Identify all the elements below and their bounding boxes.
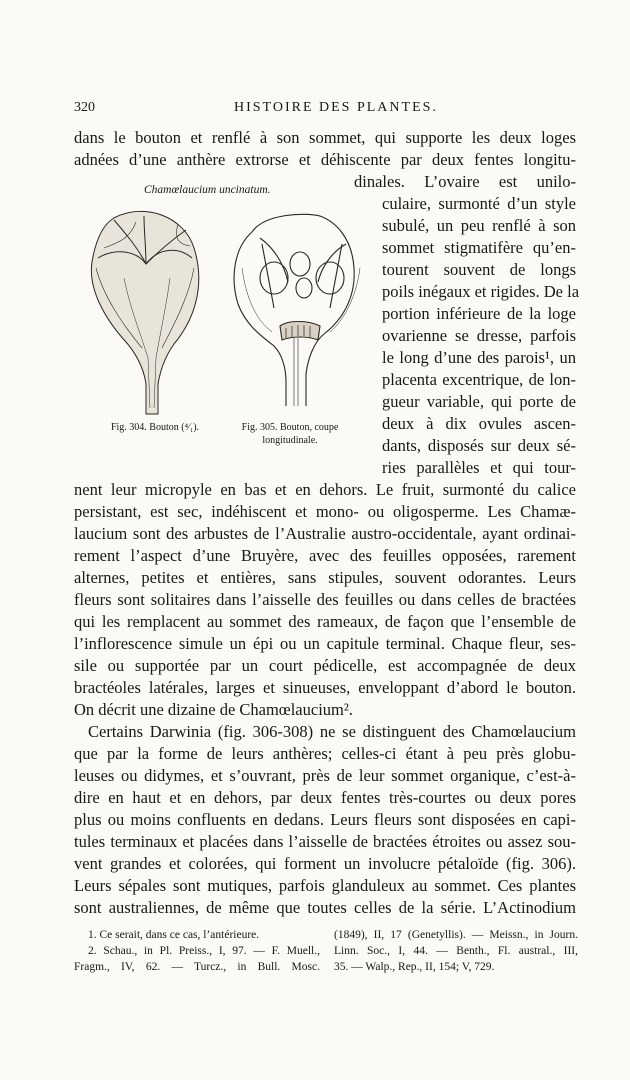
text-line: portion inférieure de la loge (382, 304, 576, 323)
text-line: sont australiennes, de même que toutes celles de la série. L’Actinodium (74, 898, 576, 917)
text-line: qui les remplacent au sommet des rameaux, de façon que l’ensemble de (74, 612, 576, 631)
figure-caption-305 (232, 421, 348, 447)
text-line: Leurs sépales sont mutiques, parfois glanduleux au sommet. Ces plantes (74, 876, 576, 895)
text-line: ovarienne se dresse, parfois (382, 326, 576, 345)
section-drawing (234, 214, 360, 406)
text-line: alternes, petites et entières, sans stipules, souvent odorantes. Leurs (74, 568, 576, 587)
text-line: dire en haut et en dehors, par deux fentes très-courtes ou deux pores (74, 788, 576, 807)
footnote-line: (1849), II, 17 (Genetyllis). — Meissn., in Journ. (334, 929, 578, 941)
footnote-line: 1. Ce serait, dans ce cas, l’antérieure. (88, 929, 260, 941)
text-line: rement l’aspect d’une Bruyère, avec des feuilles opposées, rarement (74, 546, 576, 565)
text-line: tules terminaux et placées dans l’aisselle de bractées étroites ou assez sou- (74, 832, 576, 851)
text-line: l’inflorescence simule un épi ou un capitule terminal. Chaque fleur, ses- (74, 634, 576, 653)
text-line: fleurs sont solitaires dans l’aisselle des feuilles ou dans celles de bractées (74, 590, 576, 609)
caption-line: longitudinale. (262, 435, 318, 446)
text-line: ries parallèles et qui tour- (382, 458, 576, 477)
text-line: adnées d’une anthère extrorse et déhiscente par deux fentes longitu- (74, 150, 576, 169)
footnote-line: 2. Schau., in Pl. Preiss., I, 97. — F. Muell., (88, 945, 320, 957)
text-line: sile ou supportée par un court pédicelle, est accompagnée de deux (74, 656, 576, 675)
caption-line: Fig. 305. Bouton, coupe (241, 422, 339, 433)
footnote-line: Linn. Soc., I, 44. — Benth., Fl. austral., III, (334, 945, 578, 957)
text-line: culaire, surmonté d’un style (382, 194, 576, 213)
text-line: tourent souvent de longs (382, 260, 576, 279)
footnote-line: Fragm., IV, 62. — Turcz., in Bull. Mosc. (74, 961, 320, 973)
running-title: HISTOIRE DES PLANTES. (234, 100, 438, 115)
text-line: persistant, est sec, indéhiscent et mono- ou oligosperme. Les Chamæ- (74, 502, 576, 521)
text-line: dans le bouton et renflé à son sommet, qui supporte les deux loges (74, 128, 576, 147)
text-line: deux à dix ovules ascen- (382, 414, 576, 433)
footnote-line: 35. — Walp., Rep., II, 154; V, 729. (334, 961, 495, 973)
text-line: poils inégaux et rigides. De la (382, 282, 580, 301)
text-line: subulé, un peu renflé à son (382, 216, 576, 235)
text-line: laucium sont des arbustes de l’Australie austro-occidentale, ayant ordinai- (74, 524, 576, 543)
figure-title: Chamœlaucium uncinatum. (144, 184, 271, 196)
text-line: Certains Darwinia (fig. 306-308) ne se distinguent des Chamœlaucium (88, 722, 576, 741)
text-line: dinales. L’ovaire est unilo- (354, 172, 576, 191)
text-line: bractéoles latérales, larges et sinueuses, enveloppant d’abord le bouton. (74, 678, 576, 697)
text-line: leuses ou didymes, et s’ouvrant, près de leur sommet organique, c’est-à- (74, 766, 576, 785)
page-number: 320 (74, 100, 95, 115)
page-header (74, 100, 574, 120)
text-line: gueur variable, qui porte de (382, 392, 576, 411)
text-line: placenta excentrique, de lon- (382, 370, 576, 389)
text-line: que par la forme de leurs anthères; celles-ci étant à peu près globu- (74, 744, 576, 763)
text-line: nent leur micropyle en bas et en dehors. Le fruit, surmonté du calice (74, 480, 576, 499)
figure-caption-304: Fig. 304. Bouton (⁴⁄₁). (110, 422, 200, 433)
text-line: plus ou moins confluents en dedans. Leurs fleurs sont disposées en capi- (74, 810, 576, 829)
text-line: sommet stigmatifère qu’en- (382, 238, 576, 257)
bud-drawing (91, 211, 198, 414)
text-line: vent grandes et colorées, qui forment un involucre pétaloïde (fig. 306). (74, 854, 576, 873)
text-line: dants, disposés sur deux sé- (382, 436, 576, 455)
text-line: On décrit une dizaine de Chamœlaucium². (74, 700, 353, 719)
figure-illustration (74, 208, 364, 420)
text-line: le long d’une des parois¹, un (382, 348, 576, 367)
